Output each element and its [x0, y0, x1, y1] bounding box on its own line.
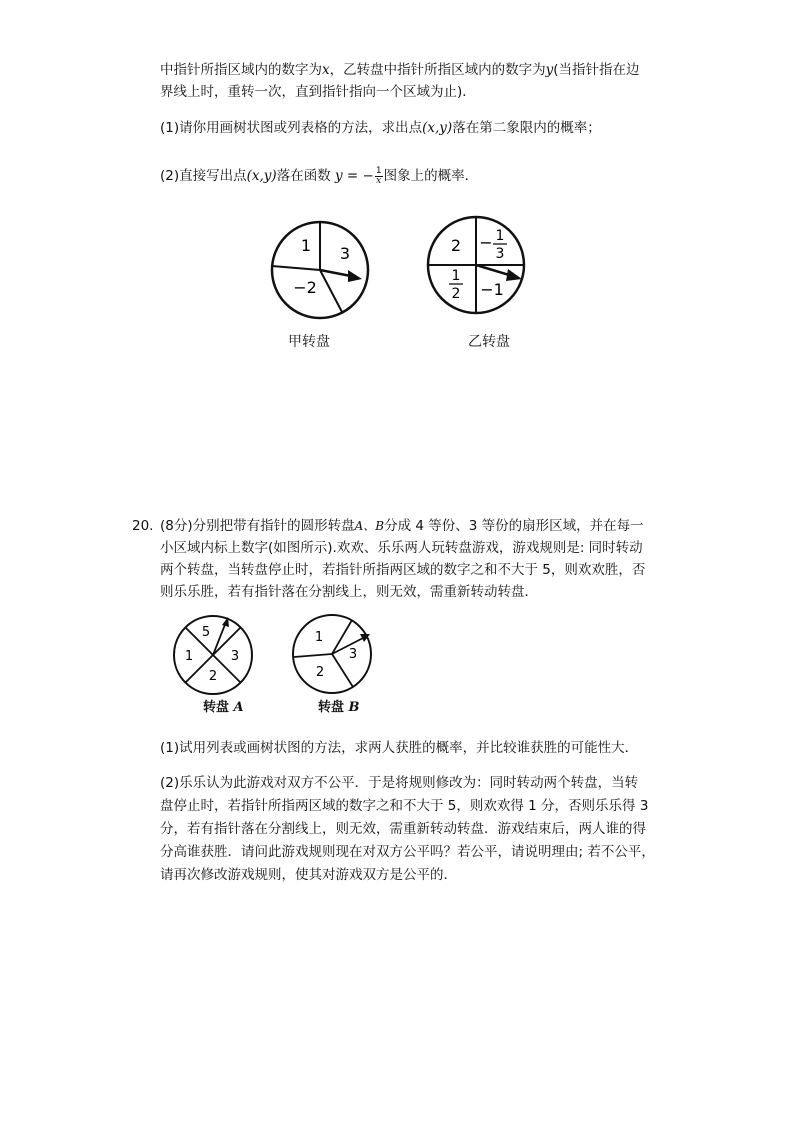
spinner-letter: B — [348, 700, 360, 715]
text: 落在第二象限内的概率； — [452, 120, 601, 136]
q20-number: 20. — [132, 518, 154, 534]
sector-label-minus: − — [479, 233, 493, 252]
spinner-yi — [424, 213, 528, 317]
sector-label: 2 — [208, 669, 218, 684]
text: 落在函数 — [276, 168, 331, 184]
function-lhs: y = − — [335, 168, 374, 184]
text: 分成 4 等份、3 等份的扇形区域，并在每一 — [384, 518, 644, 534]
sector-label: −2 — [293, 278, 317, 297]
sector-label: 2 — [315, 665, 325, 680]
q20-line1 — [160, 516, 644, 536]
text: (1)请你用画树状图或列表格的方法，求出点 — [160, 120, 423, 136]
function-fraction — [375, 167, 383, 186]
sector-label: 1 — [314, 630, 324, 645]
spinner-jia — [268, 218, 372, 322]
q19-part1 — [160, 118, 601, 138]
q20-line3: 两个转盘，当转盘停止时，若指针所指两区域的数字之和不大于 5，则欢欢胜，否 — [160, 562, 646, 578]
text: 图象上的概率． — [383, 168, 479, 184]
q20-part1: (1)试用列表或画树状图的方法，求两人获胜的概率，并比较谁获胜的可能性大． — [160, 740, 639, 756]
sector-label: 2 — [450, 236, 462, 255]
q20-line2: 小区域内标上数字(如图所示).欢欢、乐乐两人玩转盘游戏，游戏规则是: 同时转动 — [160, 540, 643, 556]
text: 中指针所指区域内的数字为 — [160, 62, 322, 78]
spinner-letter: A — [233, 700, 244, 715]
q20-line4: 则乐乐胜，若有指针落在分割线上，则无效，需重新转动转盘． — [160, 584, 538, 600]
text: (8分)分别把带有指针的圆形转盘 — [160, 518, 355, 534]
sector-label-numerator: 1 — [495, 228, 505, 244]
sector-label-numerator: 1 — [451, 268, 461, 284]
fraction-numerator: 1 — [375, 165, 382, 176]
spinner-a-caption — [203, 696, 244, 715]
disk-names: A、B — [354, 519, 385, 533]
var-x: x — [322, 62, 330, 78]
sector-label-denominator: 3 — [495, 246, 505, 262]
text: ，乙转盘中指针所指区域内的数字为 — [329, 62, 546, 78]
sector-label: 1 — [184, 649, 194, 664]
point-xy: (x,y) — [246, 168, 277, 184]
var-y: y — [545, 62, 554, 78]
q20-part2-line1: (2)乐乐认为此游戏对双方不公平．于是将规则修改为：同时转动两个转盘，当转 — [160, 775, 639, 791]
fraction-denominator: x — [376, 175, 382, 186]
q19-intro-line1 — [160, 60, 640, 80]
q20-part2-line4: 分高谁获胜．请问此游戏规则现在对双方公平吗？若公平，请说明理由; 若不公平， — [160, 844, 655, 860]
spinner-jia-caption: 甲转盘 — [288, 334, 330, 350]
q20-part2-line2: 盘停止时，若指针所指两区域的数字之和不大于 5，则欢欢得 1 分，否则乐乐得 3 — [160, 798, 649, 814]
spinner-b-caption — [318, 696, 360, 715]
text: (当指针指在边 — [553, 62, 640, 78]
q19-intro-line2: 界线上时，重转一次，直到指针指向一个区域为止)． — [160, 84, 476, 100]
text: 转盘 — [318, 700, 345, 715]
text: (2)直接写出点 — [160, 168, 247, 184]
sector-label: −1 — [480, 280, 504, 299]
q19-part2 — [160, 166, 478, 186]
sector-label: 5 — [201, 625, 211, 640]
spinner-yi-caption: 乙转盘 — [468, 334, 510, 350]
q20-part2-line3: 分，若有指针落在分割线上，则无效，需重新转动转盘．游戏结束后，两人谁的得 — [160, 821, 646, 837]
sector-label: 3 — [348, 647, 358, 662]
sector-label: 1 — [300, 236, 312, 255]
spinner-a — [171, 613, 255, 697]
sector-label: 3 — [230, 649, 240, 664]
q20-part2-line5: 请再次修改游戏规则，使其对游戏双方是公平的． — [160, 867, 457, 883]
spinner-b — [290, 612, 374, 696]
sector-label-denominator: 2 — [451, 286, 461, 302]
sector-label: 3 — [339, 244, 351, 263]
text: 转盘 — [203, 700, 230, 715]
point-xy: (x,y) — [422, 120, 453, 136]
